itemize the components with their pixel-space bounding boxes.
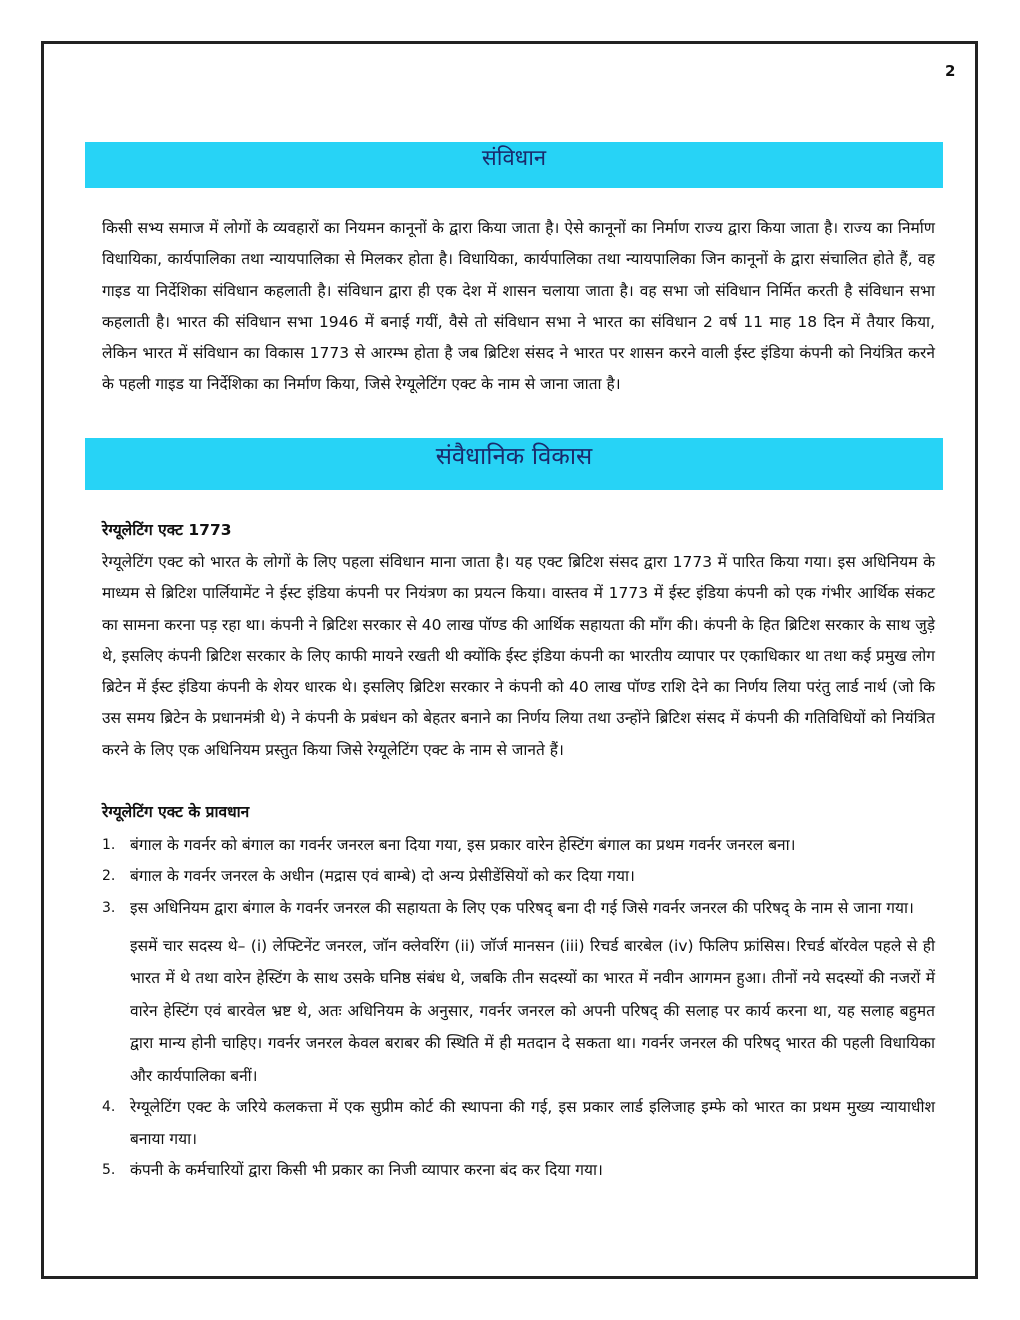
list-item: [102, 893, 935, 924]
list-item: [102, 1092, 935, 1155]
list-number: 5.: [102, 1161, 116, 1178]
list-text: इस अधिनियम द्वारा बंगाल के गवर्नर जनरल की सहायता के लिए एक परिषद् बना दी गई जिसे गवर्नर जनरल की परिषद् के नाम से जाना गया।: [130, 898, 914, 917]
section-heading-constitutional-development: संवैधानिक विकास: [85, 438, 943, 490]
list-text: बंगाल के गवर्नर को बंगाल का गवर्नर जनरल बना दिया गया, इस प्रकार वारेन हेस्टिंग बंगाल का प्रथम गवर्नर जनरल बना।: [130, 836, 796, 854]
subheading-regulating-act: रेग्यूलेटिंग एक्ट 1773: [102, 521, 232, 539]
list-item: [102, 861, 935, 892]
section-heading-samvidhan: संविधान: [85, 142, 943, 188]
list-item: [102, 830, 935, 861]
provision-3-detail: इसमें चार सदस्य थे– (i) लेफ्टिनेंट जनरल, जॉन क्लेवरिंग (ii) जॉर्ज मानसन (iii) रिचर्ड बारबेल (iv) फिलिप फ्रांसिस। रिचर्ड बॉरवेल पहले से ही भारत में थे तथा वारेन हेस्टिंग के साथ उसके घनिष्ठ संबंध थे, जबकि तीन सदस्यों का भारत में नवीन आगमन हुआ। तीनों नये सदस्यों की नजरों में वारेन हेस्टिंग एवं बारवेल भ्रष्ट थे, अतः अधिनियम के अनुसार, गवर्नर जनरल को अपनी परिषद् की सलाह पर कार्य करना था, यह सलाह बहुमत द्वारा मान्य होनी चाहिए। गवर्नर जनरल केवल बराबर की स्थिति में ही मतदान दे सकता था। गवर्नर जनरल की परिषद् भारत की पहली विधायिका और कार्यपालिका बनीं।: [130, 936, 935, 1085]
provisions-list: [102, 830, 935, 1186]
list-number: 4.: [102, 1099, 116, 1116]
list-text: कंपनी के कर्मचारियों द्वारा किसी भी प्रकार का निजी व्यापार करना बंद कर दिया गया।: [130, 1160, 603, 1179]
list-text: रेग्यूलेटिंग एक्ट के जरिये कलकत्ता में एक सुप्रीम कोर्ट की स्थापना की गई, इस प्रकार लार्ड इलिजाह इम्फे को भारत का प्रथम मुख्य न्यायाधीश बनाया गया।: [130, 1098, 935, 1148]
intro-paragraph: किसी सभ्य समाज में लोगों के व्यवहारों का नियमन कानूनों के द्वारा किया जाता है। ऐसे कानूनों का निर्माण राज्य द्वारा किया जाता है। राज्य का निर्माण विधायिका, कार्यपालिका तथा न्यायपालिका से मिलकर होता है। विधायिका, कार्यपालिका तथा न्यायपालिका जिन कानूनों के द्वारा संचालित होते हैं, वह गाइड या निर्देशिका संविधान कहलाती है। संविधान द्वारा ही एक देश में शासन चलाया जाता है। वह सभा जो संविधान निर्मित करती है संविधान सभा कहलाती है। भारत की संविधान सभा 1946 में बनाई गयीं, वैसे तो संविधान सभा ने भारत का संविधान 2 वर्ष 11 माह 18 दिन में तैयार किया, लेकिन भारत में संविधान का विकास 1773 से आरम्भ होता है जब ब्रिटिश संसद ने भारत पर शासन करने वाली ईस्ट इंडिया कंपनी को नियंत्रित करने के पहली गाइड या निर्देशिका का निर्माण किया, जिसे रेग्यूलेटिंग एक्ट के नाम से जाना जाता है।: [102, 219, 935, 394]
list-item: [102, 1155, 935, 1186]
list-text: बंगाल के गवर्नर जनरल के अधीन (मद्रास एवं बाम्बे) दो अन्य प्रेसीडेंसियों को कर दिया गया।: [130, 867, 635, 886]
subheading-provisions: रेग्यूलेटिंग एक्ट के प्रावधान: [102, 803, 250, 821]
list-number: 1.: [102, 837, 116, 853]
list-number: 3.: [102, 899, 116, 916]
list-number: 2.: [102, 868, 116, 885]
page-number: 2: [945, 62, 956, 80]
regulating-act-paragraph: रेग्यूलेटिंग एक्ट को भारत के लोगों के लिए पहला संविधान माना जाता है। यह एक्ट ब्रिटिश संसद द्वारा 1773 में पारित किया गया। इस अधिनियम के माध्यम से ब्रिटिश पार्लियामेंट ने ईस्ट इंडिया कंपनी पर नियंत्रण का प्रयत्न किया। वास्तव में 1773 में ईस्ट इंडिया कंपनी को एक गंभीर आर्थिक संकट का सामना करना पड़ रहा था। कंपनी ने ब्रिटिश सरकार से 40 लाख पॉण्ड की आर्थिक सहायता की माँग की। कंपनी के हित ब्रिटिश सरकार के साथ जुड़े थे, इसलिए कंपनी ब्रिटिश सरकार के लिए काफी मायने रखती थी क्योंकि ईस्ट इंडिया कंपनी का भारतीय व्यापार पर एकाधिकार था तथा कई प्रमुख लोग ब्रिटेन में ईस्ट इंडिया कंपनी के शेयर धारक थे। इसलिए ब्रिटिश सरकार ने कंपनी को 40 लाख पॉण्ड राशि देने का निर्णय लिया परंतु लार्ड नार्थ (जो कि उस समय ब्रिटेन के प्रधानमंत्री थे) ने कंपनी के प्रबंधन को बेहतर बनाने का निर्णय लिया तथा उन्होंने ब्रिटिश संसद में कंपनी की गतिविधियों को नियंत्रित करने के लिए एक अधिनियम प्रस्तुत किया जिसे रेग्यूलेटिंग एक्ट के नाम से जानते हैं।: [102, 553, 935, 759]
